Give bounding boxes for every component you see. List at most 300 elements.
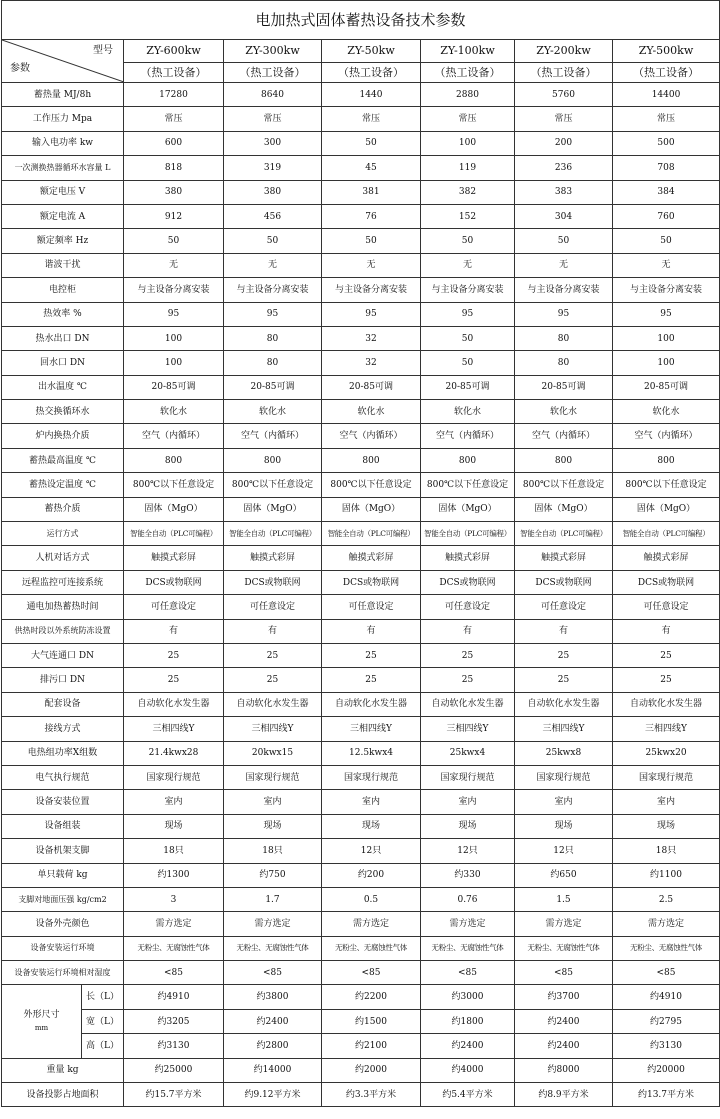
table-cell: 1.5: [515, 887, 613, 911]
table-cell: 12只: [421, 839, 515, 863]
table-cell: 25: [515, 668, 613, 692]
row-label: 蓄热最高温度 ℃: [2, 448, 124, 472]
table-row: [2, 765, 720, 789]
table-cell: 76: [322, 204, 421, 228]
table-cell: 100: [124, 326, 224, 350]
table-cell: 800℃以下任意设定: [124, 473, 224, 497]
table-cell: 触摸式彩屏: [421, 546, 515, 570]
table-cell: 456: [224, 204, 322, 228]
table-cell: 20-85可调: [613, 375, 720, 399]
table-cell: 固体（MgO）: [613, 497, 720, 521]
table-cell: 约9.12平方米: [224, 1083, 322, 1107]
table-row: [2, 717, 720, 741]
table-cell: 常压: [322, 107, 421, 131]
table-cell: 国家现行规范: [322, 765, 421, 789]
table-cell: <85: [124, 961, 224, 985]
table-cell: 三相四线Y: [421, 717, 515, 741]
table-cell: 25: [124, 643, 224, 667]
table-cell: DCS或物联网: [613, 570, 720, 594]
table-cell: 常压: [224, 107, 322, 131]
table-cell: 25: [613, 643, 720, 667]
table-cell: 383: [515, 180, 613, 204]
table-cell: 约2795: [613, 1009, 720, 1033]
table-row: [2, 887, 720, 911]
table-row: [2, 351, 720, 375]
model-header: ZY-600kw: [124, 40, 224, 63]
table-cell: 50: [421, 326, 515, 350]
table-cell: 25: [124, 668, 224, 692]
table-cell: 约3205: [124, 1009, 224, 1033]
table-cell: DCS或物联网: [515, 570, 613, 594]
category-header: （热工设备）: [515, 63, 613, 83]
table-row: [2, 424, 720, 448]
table-cell: 384: [613, 180, 720, 204]
table-cell: 25kwx8: [515, 741, 613, 765]
row-label: 蓄热量 MJ/8h: [2, 83, 124, 107]
table-cell: 无: [124, 253, 224, 277]
dimensions-unit: mm: [34, 1024, 49, 1033]
table-cell: 约15.7平方米: [124, 1083, 224, 1107]
category-header: （热工设备）: [421, 63, 515, 83]
model-header: ZY-300kw: [224, 40, 322, 63]
row-label: 配套设备: [2, 692, 124, 716]
table-cell: 自动软化水发生器: [322, 692, 421, 716]
table-cell: 50: [224, 229, 322, 253]
table-cell: 现场: [224, 814, 322, 838]
table-cell: 常压: [613, 107, 720, 131]
table-row: [2, 107, 720, 131]
row-label: 远程监控可连接系统: [2, 570, 124, 594]
table-cell: 空气（内循环）: [421, 424, 515, 448]
table-cell: 智能全自动（PLC可编程）: [224, 522, 322, 546]
table-row: [2, 912, 720, 936]
row-label: 炉内换热介质: [2, 424, 124, 448]
table-cell: 软化水: [421, 400, 515, 424]
row-label: 运行方式: [2, 522, 124, 546]
table-cell: 约2400: [421, 1034, 515, 1058]
dimension-label: 高（L）: [82, 1034, 124, 1058]
row-label: 设备机架支脚: [2, 839, 124, 863]
table-row: [2, 278, 720, 302]
table-cell: 800: [322, 448, 421, 472]
row-label: 设备外壳颜色: [2, 912, 124, 936]
table-cell: 触摸式彩屏: [613, 546, 720, 570]
table-cell: 固体（MgO）: [124, 497, 224, 521]
table-cell: <85: [322, 961, 421, 985]
table-row: [2, 546, 720, 570]
row-label: 电气执行规范: [2, 765, 124, 789]
table-cell: 100: [613, 351, 720, 375]
table-row: [2, 131, 720, 155]
table-cell: 45: [322, 156, 421, 180]
table-cell: 与主设备分离安装: [124, 278, 224, 302]
table-cell: 自动软化水发生器: [515, 692, 613, 716]
table-cell: 800: [515, 448, 613, 472]
table-cell: 国家现行规范: [124, 765, 224, 789]
table-row: [2, 692, 720, 716]
table-cell: 触摸式彩屏: [322, 546, 421, 570]
table-cell: 现场: [421, 814, 515, 838]
table-cell: <85: [613, 961, 720, 985]
table-cell: 236: [515, 156, 613, 180]
table-cell: <85: [515, 961, 613, 985]
dimension-label: 宽（L）: [82, 1009, 124, 1033]
table-cell: 95: [515, 302, 613, 326]
table-row: [2, 180, 720, 204]
table-cell: 0.5: [322, 887, 421, 911]
table-cell: <85: [224, 961, 322, 985]
table-row: [2, 326, 720, 350]
row-label: 谐波干扰: [2, 253, 124, 277]
table-cell: 119: [421, 156, 515, 180]
table-row: [2, 302, 720, 326]
table-cell: 与主设备分离安装: [515, 278, 613, 302]
category-header: （热工设备）: [322, 63, 421, 83]
table-cell: 需方选定: [224, 912, 322, 936]
table-cell: 50: [515, 229, 613, 253]
table-cell: 380: [224, 180, 322, 204]
table-cell: 20-85可调: [224, 375, 322, 399]
model-header: ZY-200kw: [515, 40, 613, 63]
table-cell: 软化水: [322, 400, 421, 424]
table-cell: 25: [224, 643, 322, 667]
table-cell: 0.76: [421, 887, 515, 911]
table-cell: 自动软化水发生器: [613, 692, 720, 716]
table-row: [2, 522, 720, 546]
table-cell: 自动软化水发生器: [124, 692, 224, 716]
model-header: ZY-50kw: [322, 40, 421, 63]
table-cell: 智能全自动（PLC可编程）: [322, 522, 421, 546]
table-cell: 3: [124, 887, 224, 911]
table-cell: 与主设备分离安装: [322, 278, 421, 302]
table-cell: 95: [613, 302, 720, 326]
table-cell: 约2400: [515, 1034, 613, 1058]
table-cell: 三相四线Y: [515, 717, 613, 741]
table-cell: 触摸式彩屏: [515, 546, 613, 570]
table-row: [2, 497, 720, 521]
table-cell: 800℃以下任意设定: [224, 473, 322, 497]
table-cell: 50: [322, 229, 421, 253]
table-cell: 有: [224, 619, 322, 643]
table-cell: 现场: [322, 814, 421, 838]
table-cell: 约750: [224, 863, 322, 887]
table-cell: 约330: [421, 863, 515, 887]
corner-param-label: 参数: [10, 63, 30, 74]
table-cell: 32: [322, 351, 421, 375]
table-row: [2, 814, 720, 838]
row-label: 蓄热设定温度 ℃: [2, 473, 124, 497]
table-cell: 空气（内循环）: [224, 424, 322, 448]
table-row: [2, 863, 720, 887]
row-label: 额定电压 V: [2, 180, 124, 204]
corner-model-label: 型号: [93, 45, 113, 56]
table-row: [2, 961, 720, 985]
table-row: [2, 1083, 720, 1107]
table-cell: 818: [124, 156, 224, 180]
table-cell: 固体（MgO）: [322, 497, 421, 521]
dimensions-label: 外形尺寸: [23, 1010, 60, 1021]
table-cell: 智能全自动（PLC可编程）: [124, 522, 224, 546]
table-cell: 约3000: [421, 985, 515, 1009]
model-header: ZY-100kw: [421, 40, 515, 63]
table-cell: 空气（内循环）: [124, 424, 224, 448]
table-row: [2, 83, 720, 107]
table-cell: 智能全自动（PLC可编程）: [515, 522, 613, 546]
table-cell: 空气（内循环）: [322, 424, 421, 448]
row-label: 电控柜: [2, 278, 124, 302]
table-cell: 室内: [421, 790, 515, 814]
table-cell: 无粉尘、无腐蚀性气体: [421, 936, 515, 960]
row-label: 设备安装运行环境: [2, 936, 124, 960]
row-label: 热水出口 DN: [2, 326, 124, 350]
table-row: [2, 375, 720, 399]
table-row: [2, 668, 720, 692]
category-header: （热工设备）: [224, 63, 322, 83]
table-cell: 95: [224, 302, 322, 326]
row-label: 接线方式: [2, 717, 124, 741]
table-cell: 80: [224, 326, 322, 350]
table-cell: 95: [124, 302, 224, 326]
table-cell: 80: [515, 351, 613, 375]
table-cell: 18只: [224, 839, 322, 863]
table-row: [2, 229, 720, 253]
table-cell: 约2400: [224, 1009, 322, 1033]
table-cell: 室内: [515, 790, 613, 814]
table-cell: 室内: [124, 790, 224, 814]
table-cell: 20-85可调: [515, 375, 613, 399]
table-cell: 三相四线Y: [224, 717, 322, 741]
table-cell: 800: [421, 448, 515, 472]
table-cell: 600: [124, 131, 224, 155]
model-header: ZY-500kw: [613, 40, 720, 63]
row-label: 出水温度 ℃: [2, 375, 124, 399]
row-label: 单只载荷 kg: [2, 863, 124, 887]
table-row: [2, 741, 720, 765]
table-cell: 800℃以下任意设定: [515, 473, 613, 497]
row-label: 设备投影占地面积: [2, 1083, 124, 1107]
row-label: 一次测换热器循环水容量 L: [2, 156, 124, 180]
table-cell: 约8000: [515, 1058, 613, 1082]
table-cell: 无: [613, 253, 720, 277]
spec-table: [1, 0, 720, 1107]
table-cell: 无粉尘、无腐蚀性气体: [613, 936, 720, 960]
row-label: 电热组功率X组数: [2, 741, 124, 765]
table-cell: 无粉尘、无腐蚀性气体: [515, 936, 613, 960]
table-cell: 25: [322, 668, 421, 692]
table-cell: 12.5kwx4: [322, 741, 421, 765]
table-cell: 100: [124, 351, 224, 375]
row-label: 支脚对地面压强 kg/cm2: [2, 887, 124, 911]
table-cell: 无粉尘、无腐蚀性气体: [224, 936, 322, 960]
row-label: 热交换循环水: [2, 400, 124, 424]
category-header: （热工设备）: [124, 63, 224, 83]
table-cell: 无粉尘、无腐蚀性气体: [322, 936, 421, 960]
table-cell: 50: [322, 131, 421, 155]
table-cell: 约2200: [322, 985, 421, 1009]
table-cell: 与主设备分离安装: [421, 278, 515, 302]
table-cell: 需方选定: [421, 912, 515, 936]
table-row: [2, 595, 720, 619]
table-cell: 800℃以下任意设定: [421, 473, 515, 497]
row-label: 大气连通口 DN: [2, 643, 124, 667]
table-cell: 800℃以下任意设定: [613, 473, 720, 497]
table-cell: 50: [421, 351, 515, 375]
table-cell: 三相四线Y: [124, 717, 224, 741]
table-cell: 无: [515, 253, 613, 277]
table-cell: 95: [421, 302, 515, 326]
table-row: [2, 619, 720, 643]
row-label: 输入电功率 kw: [2, 131, 124, 155]
table-cell: 现场: [124, 814, 224, 838]
category-header: （热工设备）: [613, 63, 720, 83]
table-cell: 有: [613, 619, 720, 643]
table-cell: 可任意设定: [421, 595, 515, 619]
table-cell: 32: [322, 326, 421, 350]
table-cell: 约2100: [322, 1034, 421, 1058]
table-cell: 需方选定: [322, 912, 421, 936]
table-cell: 382: [421, 180, 515, 204]
table-cell: 1440: [322, 83, 421, 107]
table-cell: 空气（内循环）: [515, 424, 613, 448]
table-cell: 25: [224, 668, 322, 692]
table-cell: 与主设备分离安装: [613, 278, 720, 302]
row-label: 设备安装运行环境相对湿度: [2, 961, 124, 985]
table-cell: 约3.3平方米: [322, 1083, 421, 1107]
table-cell: 可任意设定: [224, 595, 322, 619]
table-row: [2, 473, 720, 497]
row-label: 额定电流 A: [2, 204, 124, 228]
table-cell: 912: [124, 204, 224, 228]
row-label: 设备安装位置: [2, 790, 124, 814]
table-row: [2, 156, 720, 180]
table-cell: 500: [613, 131, 720, 155]
table-cell: 软化水: [124, 400, 224, 424]
table-cell: 三相四线Y: [322, 717, 421, 741]
table-cell: 20-85可调: [421, 375, 515, 399]
table-row: [2, 253, 720, 277]
table-cell: 固体（MgO）: [421, 497, 515, 521]
table-cell: DCS或物联网: [421, 570, 515, 594]
table-cell: 18只: [124, 839, 224, 863]
table-cell: 约20000: [613, 1058, 720, 1082]
table-cell: 100: [421, 131, 515, 155]
table-cell: 152: [421, 204, 515, 228]
table-cell: 2880: [421, 83, 515, 107]
table-cell: 8640: [224, 83, 322, 107]
table-cell: 800: [613, 448, 720, 472]
table-cell: 17280: [124, 83, 224, 107]
table-cell: 304: [515, 204, 613, 228]
table-cell: 约13.7平方米: [613, 1083, 720, 1107]
table-row: [2, 570, 720, 594]
table-cell: 12只: [515, 839, 613, 863]
table-cell: 25kwx20: [613, 741, 720, 765]
table-cell: 有: [322, 619, 421, 643]
table-cell: 约25000: [124, 1058, 224, 1082]
table-cell: 软化水: [613, 400, 720, 424]
table-cell: 5760: [515, 83, 613, 107]
table-cell: 381: [322, 180, 421, 204]
table-cell: 约3800: [224, 985, 322, 1009]
table-cell: 常压: [124, 107, 224, 131]
table-cell: 可任意设定: [515, 595, 613, 619]
table-cell: 国家现行规范: [421, 765, 515, 789]
table-cell: 25: [613, 668, 720, 692]
table-cell: 约14000: [224, 1058, 322, 1082]
table-cell: 约650: [515, 863, 613, 887]
table-cell: 有: [515, 619, 613, 643]
table-cell: 自动软化水发生器: [421, 692, 515, 716]
table-row: [2, 400, 720, 424]
table-cell: 25: [421, 643, 515, 667]
table-cell: 20kwx15: [224, 741, 322, 765]
row-label: 通电加热蓄热时间: [2, 595, 124, 619]
table-cell: 50: [613, 229, 720, 253]
table-cell: DCS或物联网: [322, 570, 421, 594]
table-cell: 常压: [421, 107, 515, 131]
table-cell: 室内: [224, 790, 322, 814]
table-cell: 可任意设定: [124, 595, 224, 619]
table-cell: <85: [421, 961, 515, 985]
table-cell: 25: [421, 668, 515, 692]
dimension-label: 长（L）: [82, 985, 124, 1009]
table-cell: 约4910: [124, 985, 224, 1009]
row-label: 供热时段以外系统防冻设置: [2, 619, 124, 643]
row-label: 人机对话方式: [2, 546, 124, 570]
table-cell: 可任意设定: [613, 595, 720, 619]
table-cell: 固体（MgO）: [224, 497, 322, 521]
table-row: [2, 985, 720, 1009]
row-label: 回水口 DN: [2, 351, 124, 375]
table-cell: 25: [515, 643, 613, 667]
spec-sheet: [1, 0, 719, 1107]
table-cell: 18只: [613, 839, 720, 863]
row-label: 工作压力 Mpa: [2, 107, 124, 131]
table-row: [2, 448, 720, 472]
table-cell: 需方选定: [613, 912, 720, 936]
table-cell: 80: [224, 351, 322, 375]
row-label: 排污口 DN: [2, 668, 124, 692]
table-cell: 20-85可调: [124, 375, 224, 399]
table-title: 电加热式固体蓄热设备技术参数: [2, 1, 720, 40]
table-cell: 固体（MgO）: [515, 497, 613, 521]
table-row: [2, 204, 720, 228]
table-cell: 约3700: [515, 985, 613, 1009]
table-cell: 14400: [613, 83, 720, 107]
table-row: [2, 1034, 720, 1058]
table-cell: 常压: [515, 107, 613, 131]
table-cell: 约1800: [421, 1009, 515, 1033]
table-cell: 约5.4平方米: [421, 1083, 515, 1107]
row-label: 热效率 %: [2, 302, 124, 326]
table-cell: 100: [613, 326, 720, 350]
table-cell: 智能全自动（PLC可编程）: [613, 522, 720, 546]
table-cell: 国家现行规范: [224, 765, 322, 789]
table-cell: 约2400: [515, 1009, 613, 1033]
table-cell: 200: [515, 131, 613, 155]
table-cell: 约3130: [613, 1034, 720, 1058]
table-cell: 触摸式彩屏: [224, 546, 322, 570]
table-cell: 软化水: [224, 400, 322, 424]
table-cell: 2.5: [613, 887, 720, 911]
table-row: [2, 643, 720, 667]
row-label: 设备组装: [2, 814, 124, 838]
table-cell: 自动软化水发生器: [224, 692, 322, 716]
row-label: 额定频率 Hz: [2, 229, 124, 253]
table-cell: 21.4kwx28: [124, 741, 224, 765]
table-cell: 800: [224, 448, 322, 472]
table-cell: 25kwx4: [421, 741, 515, 765]
